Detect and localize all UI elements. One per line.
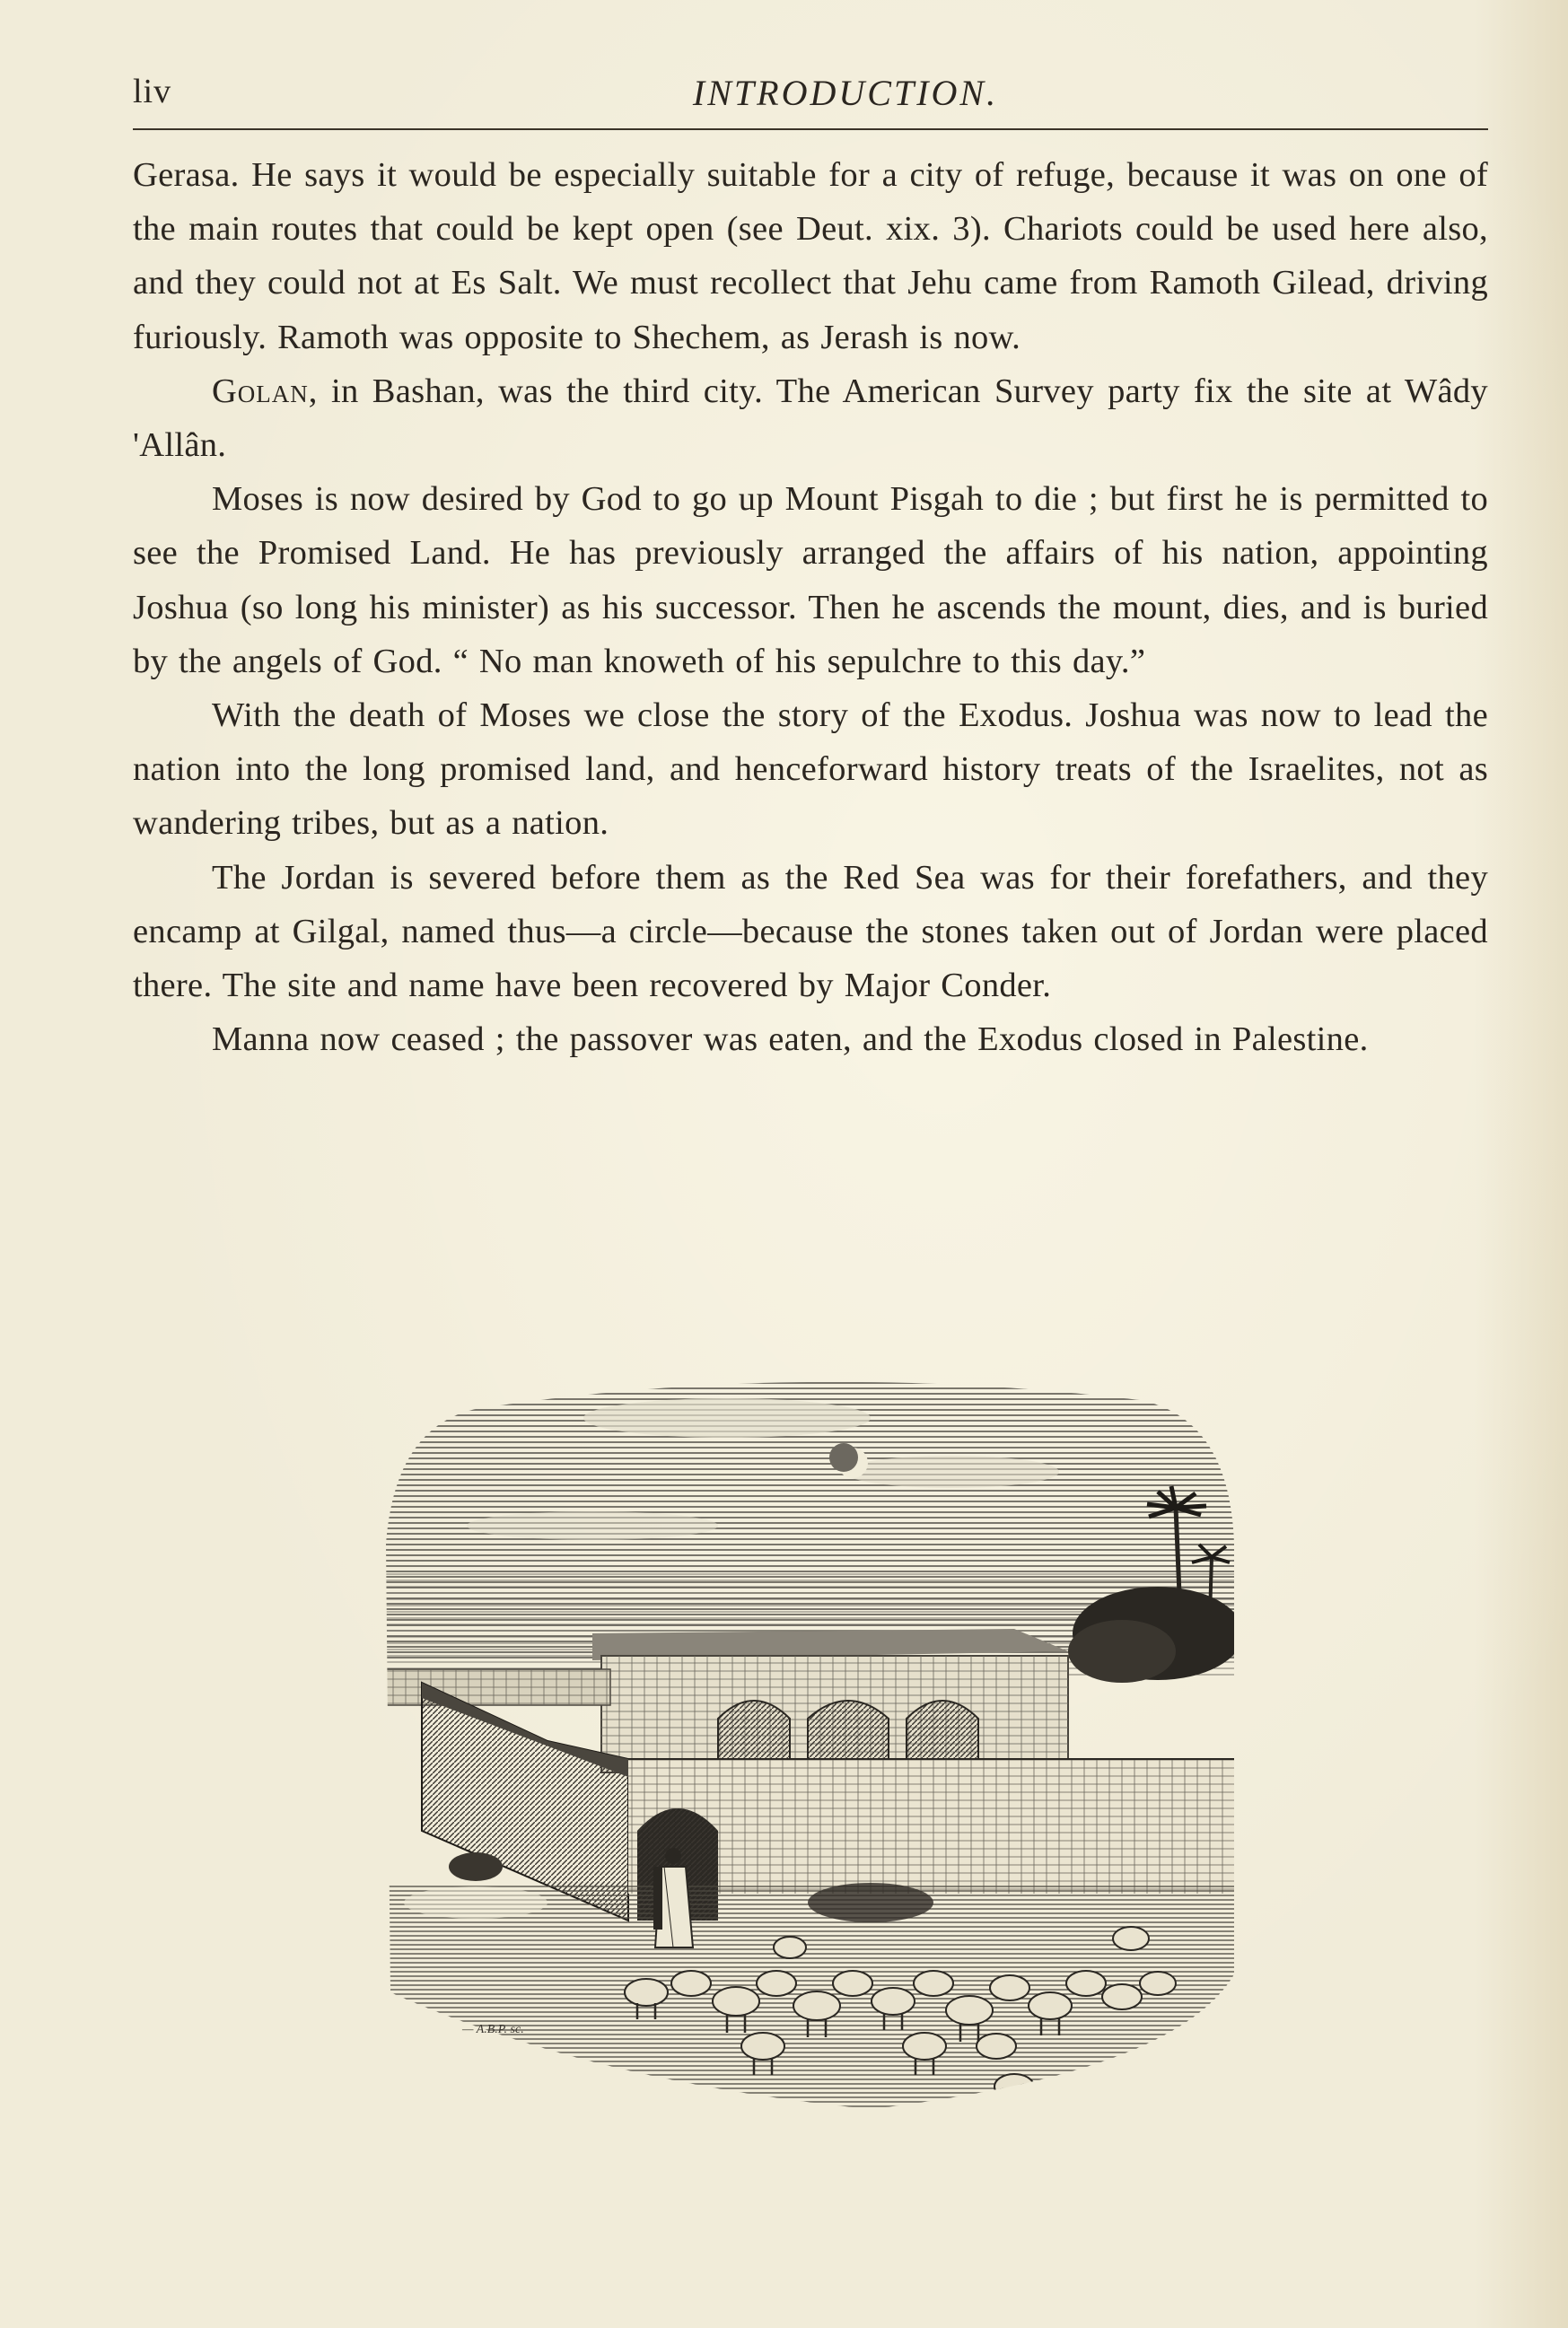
engraver-signature: — A.B.P. sc. xyxy=(462,2023,524,2036)
paragraph-lead-smallcaps: Golan xyxy=(212,372,309,410)
paragraph-text: Moses is now desired by God to go up Mount Pisgah to die ; but first he is permitted to see the Promised Land. He has previously arranged the affairs of his nation, appointing Joshua (so long his minister) as his successor. Then he ascends the mount, dies, and is buried by the angels of God. “ No man knoweth of his sepulchre to this day.” xyxy=(133,480,1488,680)
paragraph-4 xyxy=(133,688,1488,851)
engraving-svg xyxy=(368,1364,1257,2118)
arched-building xyxy=(592,1629,1068,1772)
paragraph-text: The Jordan is severed before them as the Red Sea was for their forefathers, and they encamp at Gilgal, named thus—a circle—because the stones taken out of Jordan were placed there. The site and name have been recovered by Major Conder. xyxy=(133,858,1488,1005)
paragraph-5 xyxy=(133,851,1488,1013)
header-rule xyxy=(133,128,1488,130)
body-text xyxy=(133,148,1488,1066)
engraving-illustration xyxy=(368,1364,1257,2118)
paragraph-text: Manna now ceased ; the passover was eaten, and the Exodus closed in Palestine. xyxy=(212,1020,1369,1059)
paragraph-1 xyxy=(133,148,1488,364)
paragraph-3 xyxy=(133,472,1488,688)
paragraph-text: Gerasa. He says it would be especially suitable for a city of refuge, because it was on one of the main routes that could be kept open (see Deut. xix. 3). Chariots could be used here also, and they could not at Es Salt. We must recollect that Jehu came from Ramoth Gilead, driving furiously. Ramoth was opposite to Shechem, as Jerash is now. xyxy=(133,156,1488,356)
paragraph-2 xyxy=(133,364,1488,472)
paragraph-text: , in Bashan, was the third city. The American Survey party fix the site at Wâdy 'Allân. xyxy=(133,372,1488,465)
running-head xyxy=(133,72,1486,126)
paragraph-6 xyxy=(133,1012,1488,1066)
page-number: liv xyxy=(133,73,172,110)
running-head-title: INTRODUCTION. xyxy=(692,73,999,113)
paragraph-text: With the death of Moses we close the story of the Exodus. Joshua was now to lead the nation into the long promised land, and henceforward history treats of the Israelites, not as wandering tribes, but as a nation. xyxy=(133,696,1488,843)
